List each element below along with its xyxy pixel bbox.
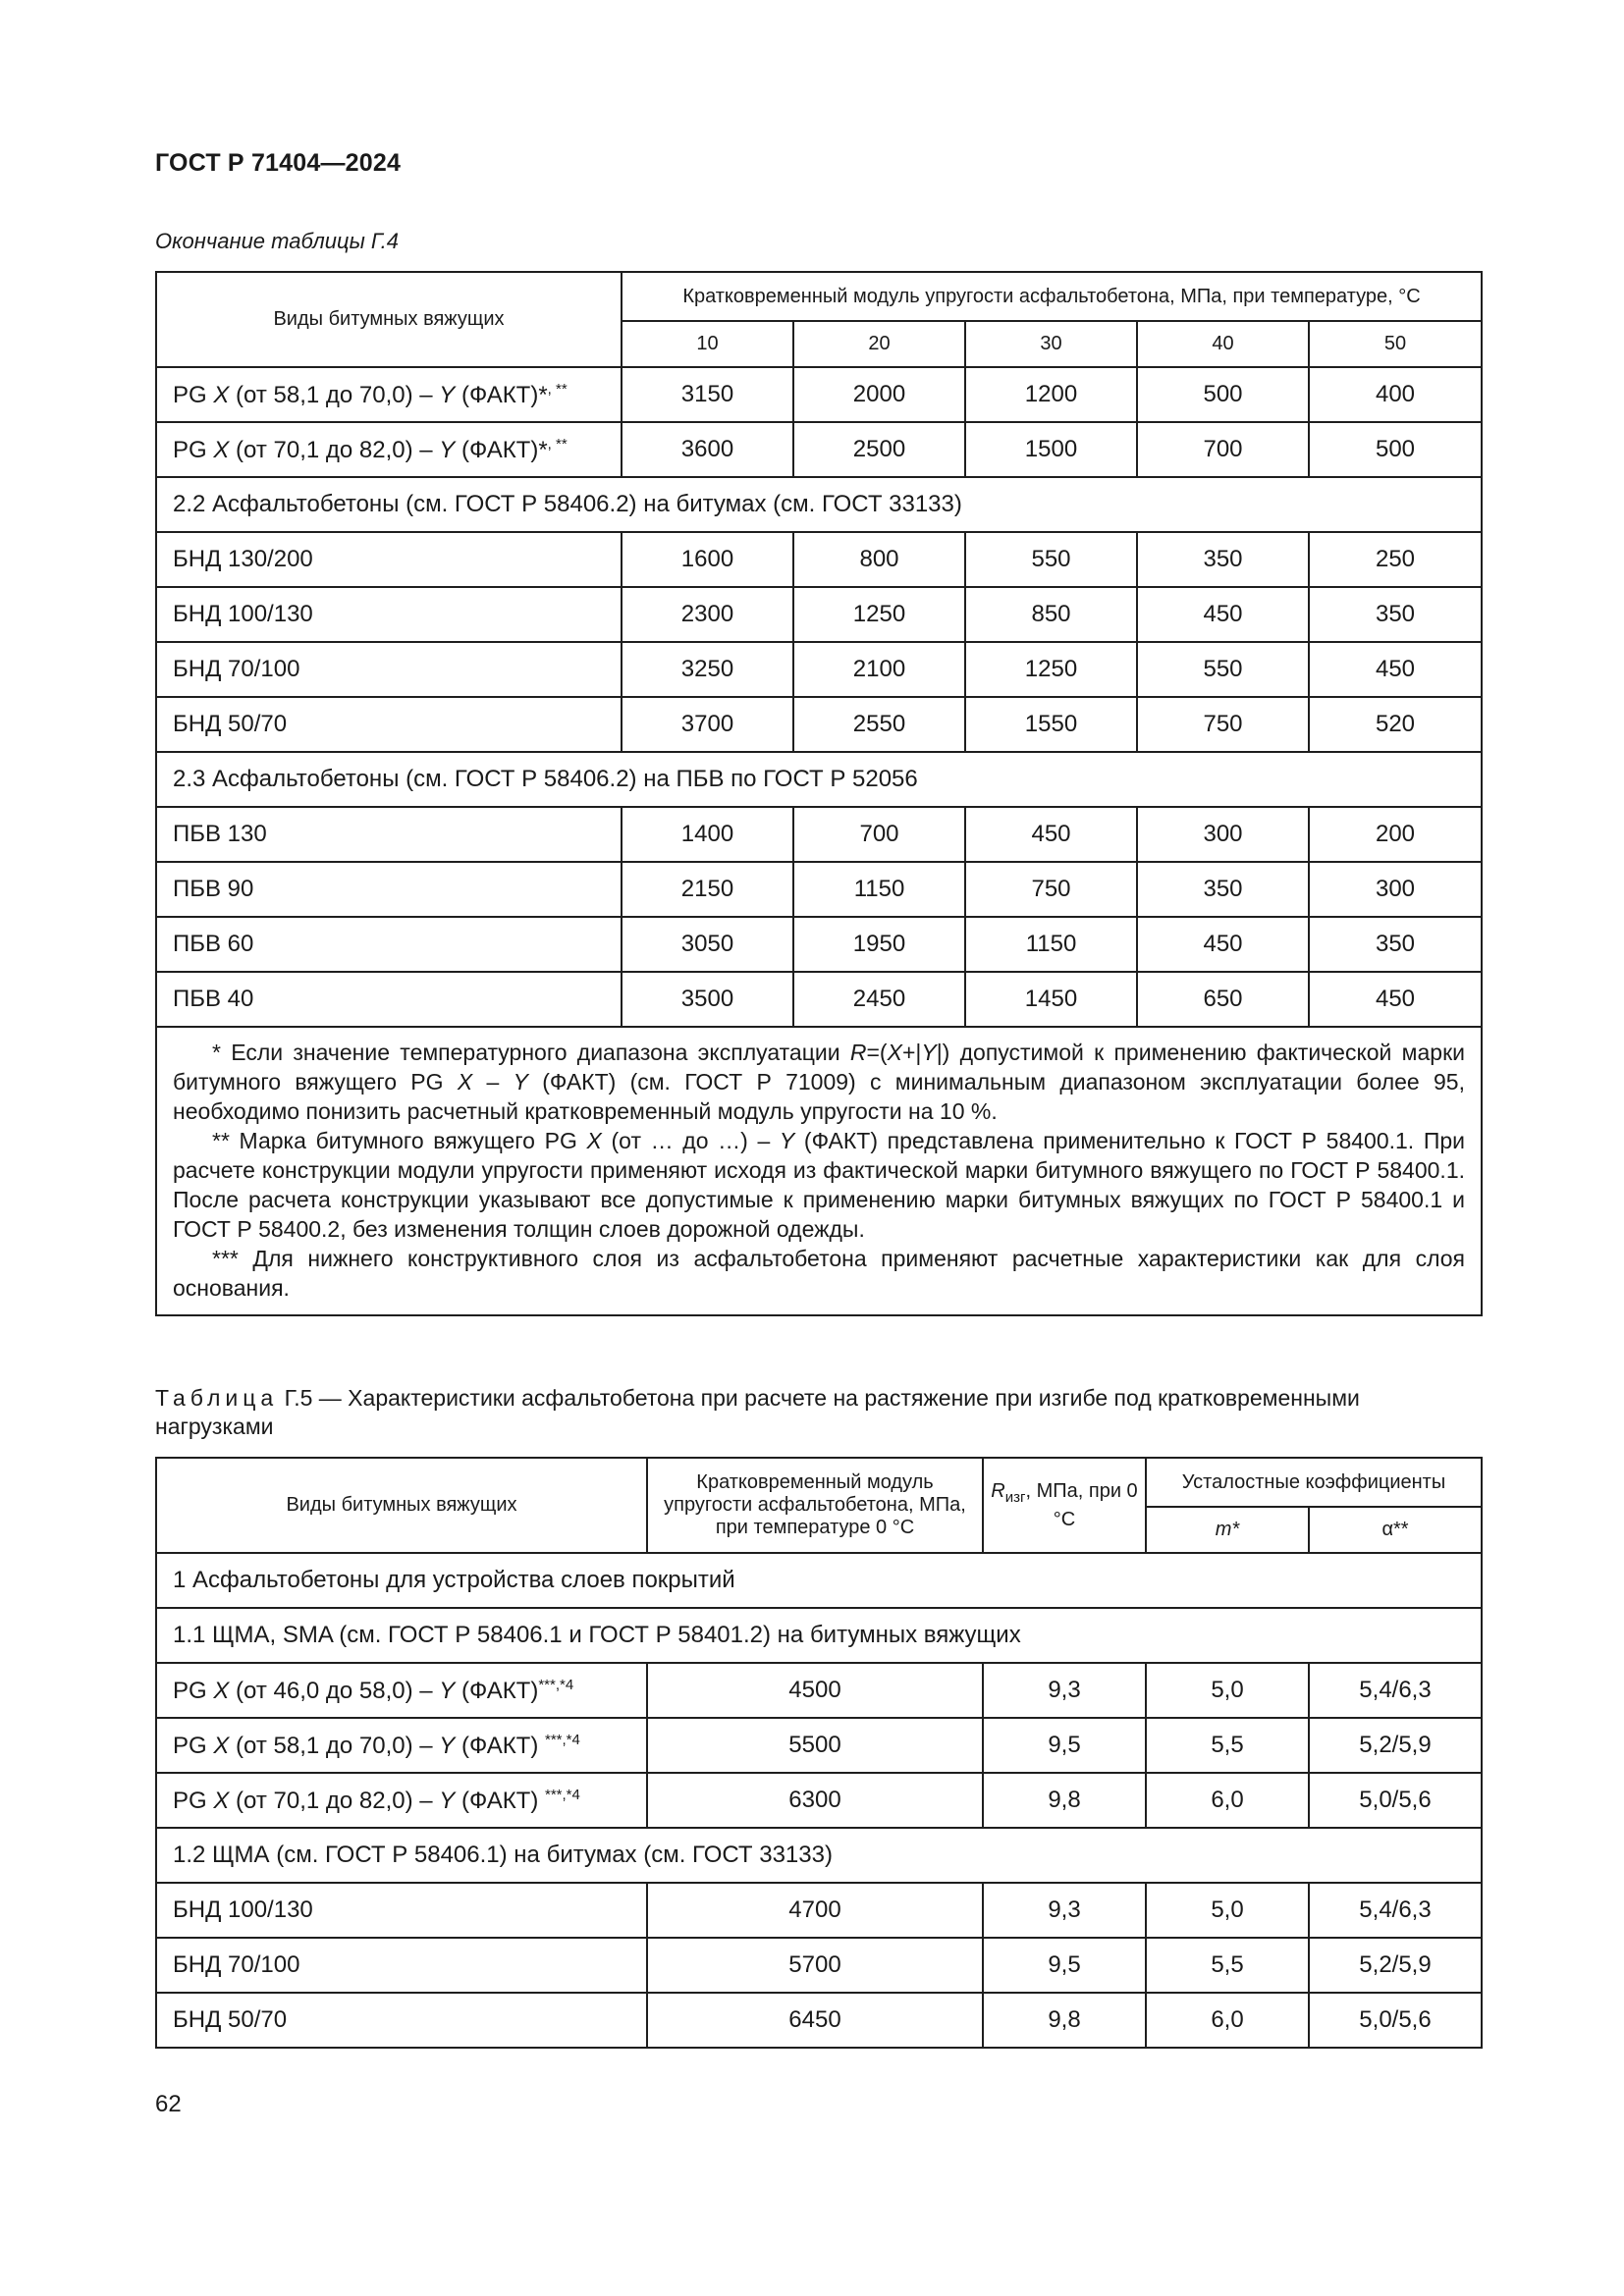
row-label: БНД 100/130 xyxy=(156,1883,647,1938)
table-row xyxy=(156,367,1482,422)
header-temp: 10 xyxy=(622,321,793,367)
footnote-3: *** Для нижнего конструктивного слоя из асфальтобетона применяют расчетные характеристики как для слоя основания. xyxy=(173,1246,1465,1301)
table-footnotes xyxy=(156,1027,1482,1315)
cell-value: 1250 xyxy=(793,587,965,642)
header-m: m* xyxy=(1146,1507,1309,1553)
table-row xyxy=(156,1718,1482,1773)
cell-value: 350 xyxy=(1137,532,1309,587)
cell-value: 6,0 xyxy=(1146,1993,1309,2048)
table-g5 xyxy=(155,1457,1483,2049)
cell-value: 6,0 xyxy=(1146,1773,1309,1828)
cell-value: 3150 xyxy=(622,367,793,422)
cell-value: 6300 xyxy=(647,1773,983,1828)
row-label: БНД 50/70 xyxy=(156,697,622,752)
cell-value: 1150 xyxy=(793,862,965,917)
cell-value: 4500 xyxy=(647,1663,983,1718)
header-fatigue-coefficients: Усталостные коэффициенты xyxy=(1146,1458,1482,1507)
table-row xyxy=(156,1883,1482,1938)
cell-value: 5,2/5,9 xyxy=(1309,1718,1482,1773)
header-temp: 20 xyxy=(793,321,965,367)
cell-value: 350 xyxy=(1309,917,1482,972)
table-row xyxy=(156,1993,1482,2048)
header-r-bending: $R_{изг}$, МПа, при 0 °С xyxy=(983,1458,1146,1553)
cell-value: 9,8 xyxy=(983,1773,1146,1828)
cell-value: 5,5 xyxy=(1146,1718,1309,1773)
cell-value: 5,2/5,9 xyxy=(1309,1938,1482,1993)
row-label: PG X (от 70,1 до 82,0) – Y (ФАКТ) $^{***,*4}$ xyxy=(156,1773,647,1828)
cell-value: 450 xyxy=(1137,917,1309,972)
cell-value: 3600 xyxy=(622,422,793,477)
cell-value: 2450 xyxy=(793,972,965,1027)
header-binder-type: Виды битумных вяжущих xyxy=(156,1458,647,1553)
cell-value: 300 xyxy=(1137,807,1309,862)
cell-value: 850 xyxy=(965,587,1137,642)
cell-value: 750 xyxy=(965,862,1137,917)
cell-value: 1950 xyxy=(793,917,965,972)
cell-value: 350 xyxy=(1309,587,1482,642)
cell-value: 2000 xyxy=(793,367,965,422)
cell-value: 550 xyxy=(1137,642,1309,697)
cell-value: 1150 xyxy=(965,917,1137,972)
cell-value: 2550 xyxy=(793,697,965,752)
row-label: ПБВ 130 xyxy=(156,807,622,862)
cell-value: 450 xyxy=(965,807,1137,862)
row-label: ПБВ 40 xyxy=(156,972,622,1027)
cell-value: 5500 xyxy=(647,1718,983,1773)
row-label: PG X (от 70,1 до 82,0) – Y (ФАКТ)*, ** xyxy=(156,422,622,477)
row-label: БНД 70/100 xyxy=(156,642,622,697)
cell-value: 5,0 xyxy=(1146,1663,1309,1718)
cell-value: 2150 xyxy=(622,862,793,917)
cell-value: 9,5 xyxy=(983,1938,1146,1993)
header-modulus: Кратковременный модуль упругости асфальтобетона, МПа, при температуре, °С xyxy=(622,272,1482,321)
cell-value: 2100 xyxy=(793,642,965,697)
header-modulus: Кратковременный модуль упругости асфальтобетона, МПа, при температуре 0 °С xyxy=(647,1458,983,1553)
header-temp: 40 xyxy=(1137,321,1309,367)
table-row xyxy=(156,587,1482,642)
cell-value: 1250 xyxy=(965,642,1137,697)
cell-value: 200 xyxy=(1309,807,1482,862)
table-g4 xyxy=(155,271,1483,1316)
section-heading: 1 Асфальтобетоны для устройства слоев покрытий xyxy=(156,1553,1482,1608)
cell-value: 9,3 xyxy=(983,1883,1146,1938)
cell-value: 1400 xyxy=(622,807,793,862)
table-row xyxy=(156,807,1482,862)
cell-value: 2500 xyxy=(793,422,965,477)
cell-value: 5,0/5,6 xyxy=(1309,1773,1482,1828)
footnote-2: ** Марка битумного вяжущего PG X (от … до …) – Y (ФАКТ) представлена применительно к ГОСТ Р 58400.1. При расчете конструкции модули упругости применяют исходя из фактической марки битумного вяжущего по ГОСТ Р 58400.1. После расчета конструкции указывают все допустимые к применению марки битумных вяжущих по ГОСТ Р 58400.1 и ГОСТ Р 58400.2, без изменения толщин слоев дорожной одежды. xyxy=(173,1128,1466,1242)
table-row xyxy=(156,917,1482,972)
cell-value: 700 xyxy=(793,807,965,862)
cell-value: 9,8 xyxy=(983,1993,1146,2048)
table-continuation-caption: Окончание таблицы Г.4 xyxy=(155,229,399,253)
table-row xyxy=(156,697,1482,752)
cell-value: 450 xyxy=(1137,587,1309,642)
table-g5-caption: Таблица Г.5 — Характеристики асфальтобетона при расчете на растяжение при изгибе под кратковременными нагрузками xyxy=(155,1385,1360,1439)
cell-value: 520 xyxy=(1309,697,1482,752)
section-heading: 2.2 Асфальтобетоны (см. ГОСТ Р 58406.2) на битумах (см. ГОСТ 33133) xyxy=(156,477,1482,532)
document-number: ГОСТ Р 71404—2024 xyxy=(155,149,402,177)
table-row xyxy=(156,642,1482,697)
cell-value: 750 xyxy=(1137,697,1309,752)
cell-value: 550 xyxy=(965,532,1137,587)
cell-value: 3700 xyxy=(622,697,793,752)
table-row xyxy=(156,862,1482,917)
cell-value: 1200 xyxy=(965,367,1137,422)
cell-value: 450 xyxy=(1309,972,1482,1027)
cell-value: 9,3 xyxy=(983,1663,1146,1718)
row-label: БНД 70/100 xyxy=(156,1938,647,1993)
cell-value: 800 xyxy=(793,532,965,587)
table-row xyxy=(156,1938,1482,1993)
cell-value: 1550 xyxy=(965,697,1137,752)
footnote-1: * Если значение температурного диапазона эксплуатации R=(X+|Y|) допустимой к применению фактической марки битумного вяжущего PG X – Y (ФАКТ) (см. ГОСТ Р 71009) с минимальным диапазоном эксплуатации более 95, необходимо понизить расчетный кратковременный модуль упругости на 10 %. xyxy=(173,1040,1465,1124)
cell-value: 250 xyxy=(1309,532,1482,587)
row-label: БНД 100/130 xyxy=(156,587,622,642)
cell-value: 5,0/5,6 xyxy=(1309,1993,1482,2048)
cell-value: 2300 xyxy=(622,587,793,642)
header-temp: 50 xyxy=(1309,321,1482,367)
cell-value: 5,0 xyxy=(1146,1883,1309,1938)
cell-value: 6450 xyxy=(647,1993,983,2048)
cell-value: 3250 xyxy=(622,642,793,697)
section-heading: 1.1 ЩМА, SMA (см. ГОСТ Р 58406.1 и ГОСТ Р 58401.2) на битумных вяжущих xyxy=(156,1608,1482,1663)
row-label: БНД 130/200 xyxy=(156,532,622,587)
row-label: ПБВ 90 xyxy=(156,862,622,917)
cell-value: 300 xyxy=(1309,862,1482,917)
cell-value: 1450 xyxy=(965,972,1137,1027)
cell-value: 1500 xyxy=(965,422,1137,477)
header-binder-type: Виды битумных вяжущих xyxy=(156,272,622,367)
cell-value: 5700 xyxy=(647,1938,983,1993)
cell-value: 500 xyxy=(1137,367,1309,422)
cell-value: 450 xyxy=(1309,642,1482,697)
row-label: PG X (от 58,1 до 70,0) – Y (ФАКТ) $^{***,*4}$ xyxy=(156,1718,647,1773)
header-alpha: α** xyxy=(1309,1507,1482,1553)
cell-value: 650 xyxy=(1137,972,1309,1027)
table-row xyxy=(156,1663,1482,1718)
cell-value: 700 xyxy=(1137,422,1309,477)
row-label: БНД 50/70 xyxy=(156,1993,647,2048)
cell-value: 1600 xyxy=(622,532,793,587)
cell-value: 5,4/6,3 xyxy=(1309,1883,1482,1938)
page-number: 62 xyxy=(155,2091,182,2117)
table-row xyxy=(156,1773,1482,1828)
row-label: PG X (от 58,1 до 70,0) – Y (ФАКТ)*, ** xyxy=(156,367,622,422)
cell-value: 3500 xyxy=(622,972,793,1027)
section-heading: 1.2 ЩМА (см. ГОСТ Р 58406.1) на битумах (см. ГОСТ 33133) xyxy=(156,1828,1482,1883)
cell-value: 5,4/6,3 xyxy=(1309,1663,1482,1718)
header-temp: 30 xyxy=(965,321,1137,367)
cell-value: 3050 xyxy=(622,917,793,972)
row-label: ПБВ 60 xyxy=(156,917,622,972)
row-label: PG X (от 46,0 до 58,0) – Y (ФАКТ)$^{***,*4}$ xyxy=(156,1663,647,1718)
section-heading: 2.3 Асфальтобетоны (см. ГОСТ Р 58406.2) на ПБВ по ГОСТ Р 52056 xyxy=(156,752,1482,807)
table-row xyxy=(156,422,1482,477)
cell-value: 400 xyxy=(1309,367,1482,422)
cell-value: 9,5 xyxy=(983,1718,1146,1773)
cell-value: 350 xyxy=(1137,862,1309,917)
table-row xyxy=(156,532,1482,587)
cell-value: 5,5 xyxy=(1146,1938,1309,1993)
table-row xyxy=(156,972,1482,1027)
cell-value: 4700 xyxy=(647,1883,983,1938)
cell-value: 500 xyxy=(1309,422,1482,477)
